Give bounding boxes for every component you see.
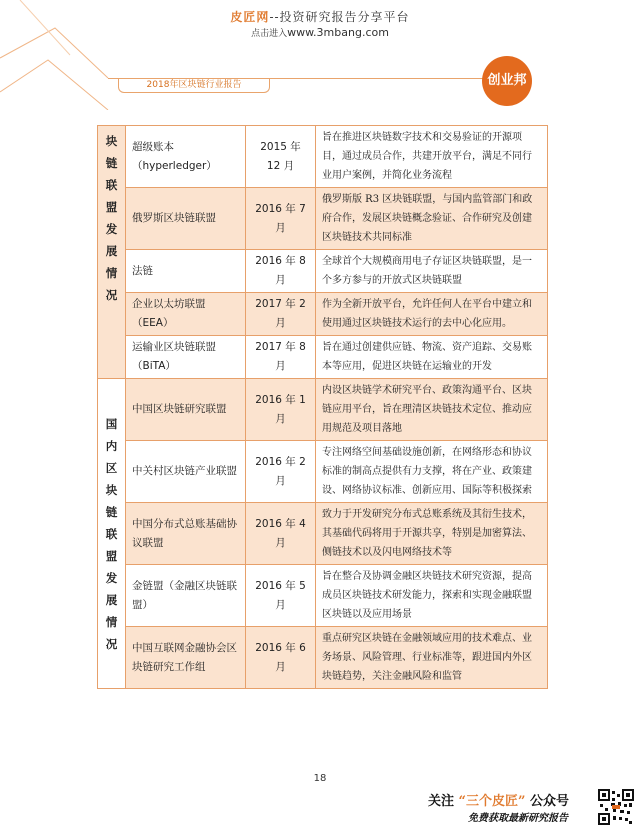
group-label-text: 国内区块链联盟发展情况 bbox=[105, 416, 118, 651]
brand-url[interactable]: www.3mbang.com bbox=[287, 26, 389, 39]
alliance-date: 2016 年 6 月 bbox=[246, 627, 316, 689]
footer-subtitle: 免费获取最新研究报告 bbox=[468, 813, 568, 824]
brand-prefix: 点击进入 bbox=[251, 29, 288, 39]
alliance-name: 超级账本（hyperledger） bbox=[126, 126, 246, 188]
group-label-global bbox=[98, 126, 126, 379]
report-title: 2018年区块链行业报告 bbox=[118, 78, 270, 93]
alliance-date: 2016 年 2 月 bbox=[246, 441, 316, 503]
table-row bbox=[98, 441, 548, 503]
table-row bbox=[98, 250, 548, 293]
table-row bbox=[98, 565, 548, 627]
brand-name: 皮匠网 bbox=[230, 10, 270, 24]
footer-account-name: “三个皮匠” bbox=[458, 794, 526, 809]
table-row bbox=[98, 336, 548, 379]
table-row bbox=[98, 627, 548, 689]
alliance-desc: 全球首个大规模商用电子存证区块链联盟，是一个多方参与的开放式区块链联盟 bbox=[316, 250, 548, 293]
header-decoration bbox=[0, 0, 120, 110]
alliance-name: 企业以太坊联盟（EEA） bbox=[126, 293, 246, 336]
table-row bbox=[98, 188, 548, 250]
alliance-date: 2017 年 8 月 bbox=[246, 336, 316, 379]
alliance-desc: 重点研究区块链在金融领域应用的技术难点、业务场景、风险管理、行业标准等，跟进国内外区块链趋势，关注金融风险和监管 bbox=[316, 627, 548, 689]
alliance-name: 法链 bbox=[126, 250, 246, 293]
alliance-desc: 作为全新开放平台，允许任何人在平台中建立和使用通过区块链技术运行的去中心化应用。 bbox=[316, 293, 548, 336]
alliance-name: 中国互联网金融协会区块链研究工作组 bbox=[126, 627, 246, 689]
brand-tagline: --投资研究报告分享平台 bbox=[269, 10, 410, 24]
alliance-desc: 旨在通过创建供应链、物流、资产追踪、交易账本等应用，促进区块链在运输业的开发 bbox=[316, 336, 548, 379]
footer-follow-prefix: 关注 bbox=[428, 794, 455, 809]
alliance-date: 2016 年 5 月 bbox=[246, 565, 316, 627]
alliance-date: 2017 年 2 月 bbox=[246, 293, 316, 336]
footer-follow bbox=[428, 790, 569, 809]
alliance-name: 俄罗斯区块链联盟 bbox=[126, 188, 246, 250]
alliance-desc: 俄罗斯版 R3 区块链联盟，与国内监管部门和政府合作，发展区块链概念验证、合作研究及创建区块链技术共同标准 bbox=[316, 188, 548, 250]
alliance-name: 中国分布式总账基础协议联盟 bbox=[126, 503, 246, 565]
alliance-date: 2016 年 8 月 bbox=[246, 250, 316, 293]
alliance-date: 2016 年 7 月 bbox=[246, 188, 316, 250]
alliance-desc: 致力于开发研究分布式总账系统及其衍生技术，其基础代码将用于开源共享，特别是加密算法、侧链技术以及闪电网络技术等 bbox=[316, 503, 548, 565]
alliance-name: 金链盟（金融区块链联盟） bbox=[126, 565, 246, 627]
alliance-date: 2016 年 1 月 bbox=[246, 379, 316, 441]
logo-text: 创业邦 bbox=[487, 73, 527, 88]
alliance-desc: 内设区块链学术研究平台、政策沟通平台、区块链应用平台，旨在理清区块链技术定位、推动应用规范及项目落地 bbox=[316, 379, 548, 441]
qr-code-icon[interactable] bbox=[598, 789, 634, 825]
alliance-name: 中国区块链研究联盟 bbox=[126, 379, 246, 441]
alliance-table bbox=[97, 125, 548, 689]
page-number: 18 bbox=[313, 773, 327, 784]
table-row bbox=[98, 379, 548, 441]
alliance-desc: 旨在推进区块链数字技术和交易验证的开源项目，通过成员合作，共建开放平台，满足不同行业用户案例，并简化业务流程 bbox=[316, 126, 548, 188]
alliance-date: 2015 年 12 月 bbox=[246, 126, 316, 188]
table-row bbox=[98, 293, 548, 336]
logo bbox=[482, 56, 532, 106]
alliance-desc: 旨在整合及协调金融区块链技术研究资源，提高成员区块链技术研发能力，探索和实现金融联盟区块链以及应用场景 bbox=[316, 565, 548, 627]
group-label-domestic bbox=[98, 379, 126, 689]
footer-account-suffix: 公众号 bbox=[530, 794, 570, 809]
alliance-desc: 专注网络空间基础设施创新，在网络形态和协议标准的制高点提供有力支撑，将在产业、政策建设、网络协议标准、创新应用、国际等积极探索 bbox=[316, 441, 548, 503]
table-row bbox=[98, 503, 548, 565]
alliance-date: 2016 年 4 月 bbox=[246, 503, 316, 565]
alliance-name: 运输业区块链联盟（BiTA） bbox=[126, 336, 246, 379]
alliance-name: 中关村区块链产业联盟 bbox=[126, 441, 246, 503]
table-row bbox=[98, 126, 548, 188]
group-label-text: 块链联盟发展情况 bbox=[105, 134, 118, 302]
